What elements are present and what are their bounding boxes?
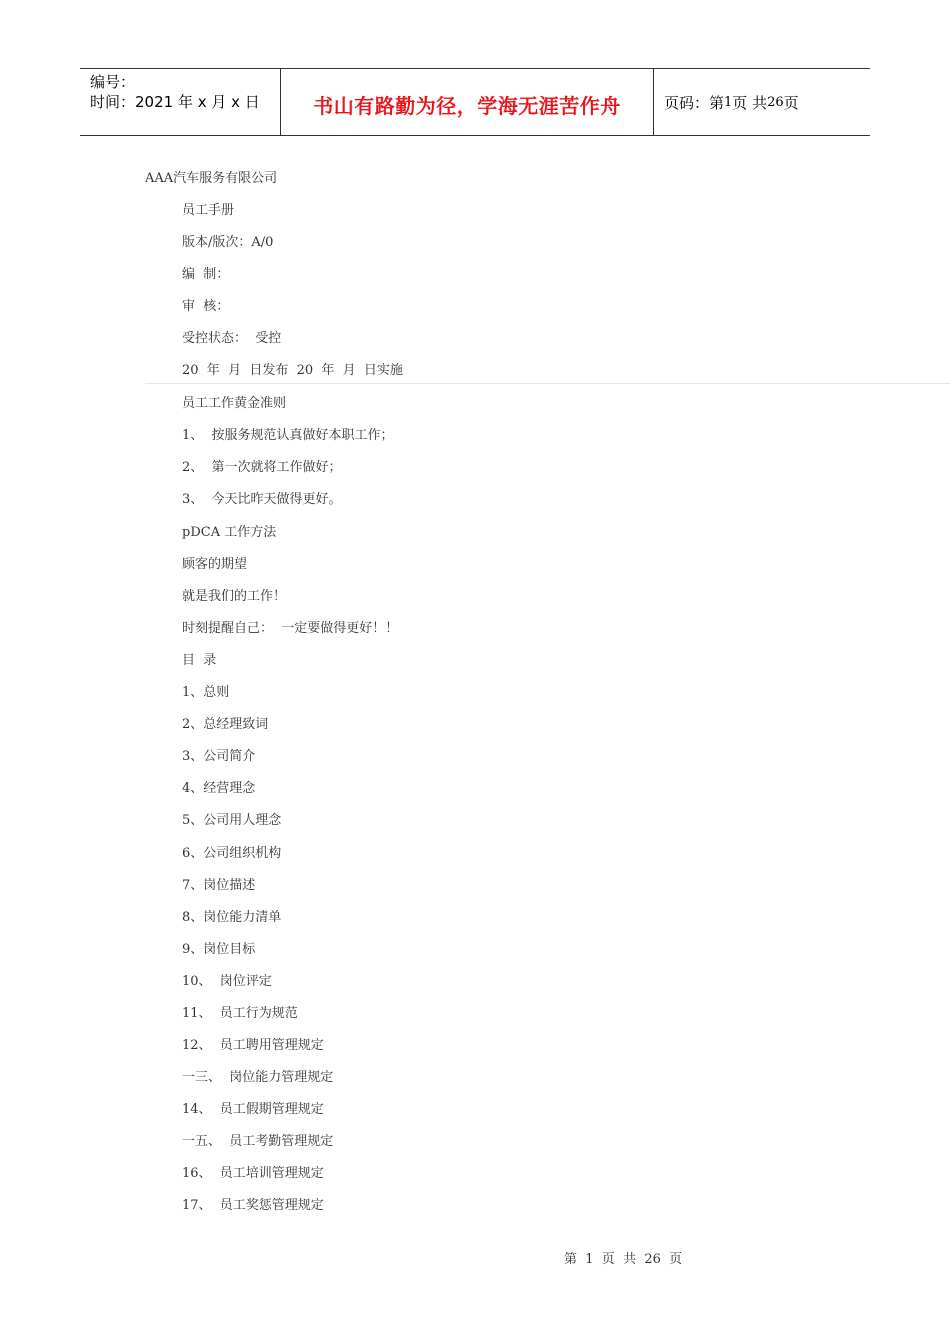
- toc-item: 16、 员工培训管理规定: [182, 1166, 324, 1181]
- reviewed-by-line: 审 核：: [182, 299, 230, 314]
- page-current: 1: [724, 94, 733, 110]
- page-footer: 第 1 页 共 26 页: [564, 1252, 683, 1267]
- toc-item: 10、 岗位评定: [182, 974, 272, 989]
- section-divider: [145, 383, 950, 384]
- toc-item: 1、总则: [182, 685, 230, 700]
- toc-item: 11、 员工行为规范: [182, 1006, 298, 1021]
- toc-item: 8、岗位能力清单: [182, 910, 282, 925]
- page-suffix: 页: [783, 93, 799, 112]
- golden-rule-item: 2、 第一次就将工作做好；: [182, 460, 342, 475]
- header-motto-cell: [281, 69, 654, 135]
- toc-item: 一三、 岗位能力管理规定: [182, 1070, 334, 1085]
- page-mid: 页 共: [732, 93, 768, 112]
- pdca-line: pDCA 工作方法: [182, 525, 277, 540]
- document-number-label: 编号：: [90, 73, 136, 91]
- toc-item: 14、 员工假期管理规定: [182, 1102, 324, 1117]
- page-header: [80, 68, 870, 136]
- header-page-indicator: [654, 69, 870, 135]
- toc-item: 6、公司组织机构: [182, 846, 282, 861]
- toc-item: 5、公司用人理念: [182, 813, 282, 828]
- expectation-line: 就是我们的工作！: [182, 589, 287, 604]
- expectation-line: 顾客的期望: [182, 557, 248, 572]
- page-prefix: 页码：第: [664, 93, 725, 112]
- toc-item: 9、岗位目标: [182, 942, 256, 957]
- toc-item: 3、公司简介: [182, 749, 256, 764]
- control-status-line: 受控状态： 受控: [182, 331, 282, 346]
- company-name: AAA汽车服务有限公司: [145, 171, 278, 186]
- toc-item: 7、岗位描述: [182, 878, 256, 893]
- toc-item: 17、 员工奖惩管理规定: [182, 1198, 324, 1213]
- prepared-by-line: 编 制：: [182, 267, 230, 282]
- golden-rule-item: 3、 今天比昨天做得更好。: [182, 492, 342, 507]
- toc-title: 目 录: [182, 653, 217, 668]
- header-meta: [80, 69, 281, 135]
- golden-rule-item: 1、 按服务规范认真做好本职工作；: [182, 428, 394, 443]
- document-date-label: 时间：2021 年 x 月 x 日: [90, 93, 260, 111]
- reminder-line: 时刻提醒自己： 一定要做得更好！！: [182, 621, 399, 636]
- dates-line: 20 年 月 日发布 20 年 月 日实施: [182, 363, 403, 378]
- version-line: 版本/版次：A/0: [182, 235, 274, 250]
- motto-text: 书山有路勤为径，学海无涯苦作舟: [313, 93, 621, 118]
- toc-item: 一五、 员工考勤管理规定: [182, 1134, 334, 1149]
- toc-item: 12、 员工聘用管理规定: [182, 1038, 324, 1053]
- toc-item: 2、总经理致词: [182, 717, 269, 732]
- document-title: 员工手册: [182, 203, 235, 218]
- golden-rules-title: 员工工作黄金准则: [182, 396, 287, 411]
- toc-item: 4、经营理念: [182, 781, 256, 796]
- page-total: 26: [767, 94, 784, 110]
